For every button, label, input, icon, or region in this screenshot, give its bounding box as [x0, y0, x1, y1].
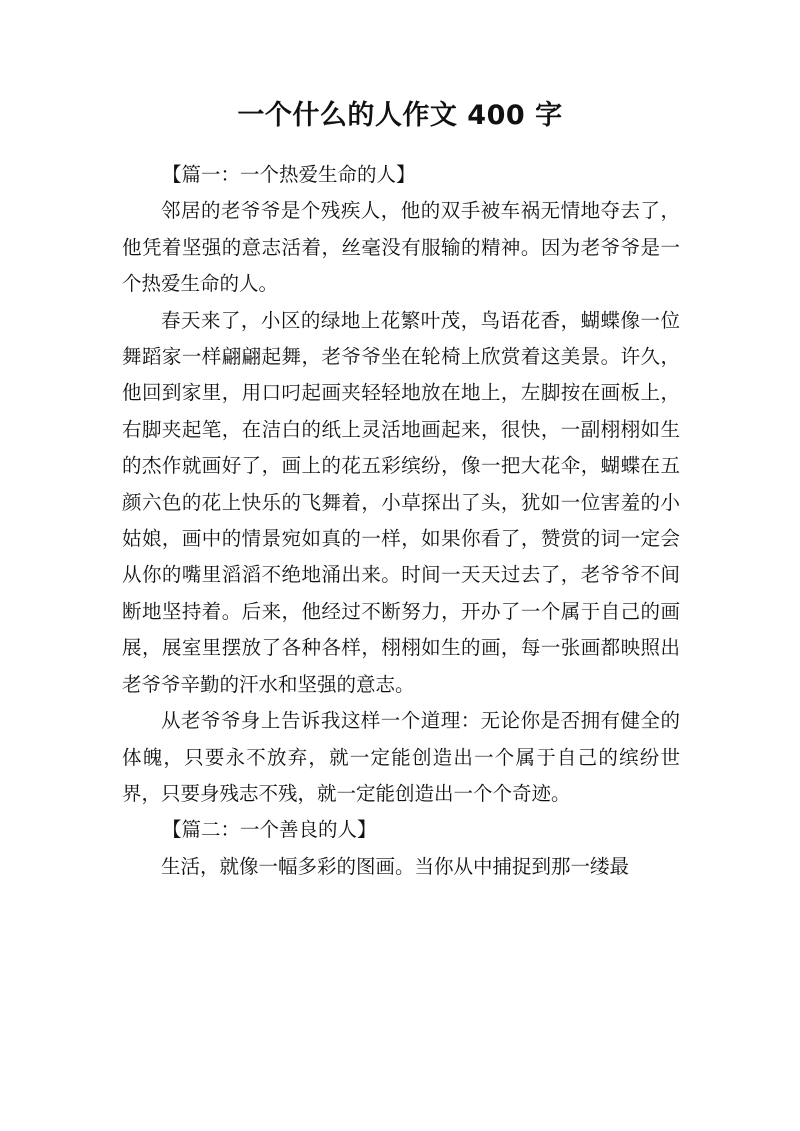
paragraph: 生活，就像一幅多彩的图画。当你从中捕捉到那一缕最	[161, 854, 630, 878]
essay-body	[122, 157, 680, 885]
page-title: 一个什么的人作文 400 字	[237, 100, 563, 131]
paragraph: 春天来了，小区的绿地上花繁叶茂，鸟语花香，蝴蝶像一位舞蹈家一样翩翩起舞，老爷爷坐在轮椅上欣赏着这美景。许久，他回到家里，用口叼起画夹轻轻地放在地上，左脚按在画板上，右脚夹起笔，在洁白的纸上灵活地画起来，很快，一副栩栩如生的杰作就画好了，画上的花五彩缤纷，像一把大花伞，蝴蝶在五颜六色的花上快乐的飞舞着，小草探出了头，犹如一位害羞的小姑娘，画中的情景宛如真的一样，如果你看了，赞赏的词一定会从你的嘴里滔滔不绝地涌出来。时间一天天过去了，老爷爷不间断地坚持着。后来，他经过不断努力，开办了一个属于自己的画展，展室里摆放了各种各样，栩栩如生的画，每一张画都映照出老爷爷辛勤的汗水和坚强的意志。	[122, 308, 680, 696]
paragraph: 邻居的老爷爷是个残疾人，他的双手被车祸无情地夺去了，他凭着坚强的意志活着，丝毫没有服输的精神。因为老爷爷是一个热爱生命的人。	[122, 199, 680, 296]
paragraph: 从老爷爷身上告诉我这样一个道理：无论你是否拥有健全的体魄，只要永不放弃，就一定能创造出一个属于自己的缤纷世界，只要身残志不残，就一定能创造出一个个奇迹。	[122, 709, 680, 805]
section-heading-1: 【篇一：一个热爱生命的人】	[162, 163, 416, 186]
section-heading-2: 【篇二：一个善良的人】	[162, 818, 377, 842]
